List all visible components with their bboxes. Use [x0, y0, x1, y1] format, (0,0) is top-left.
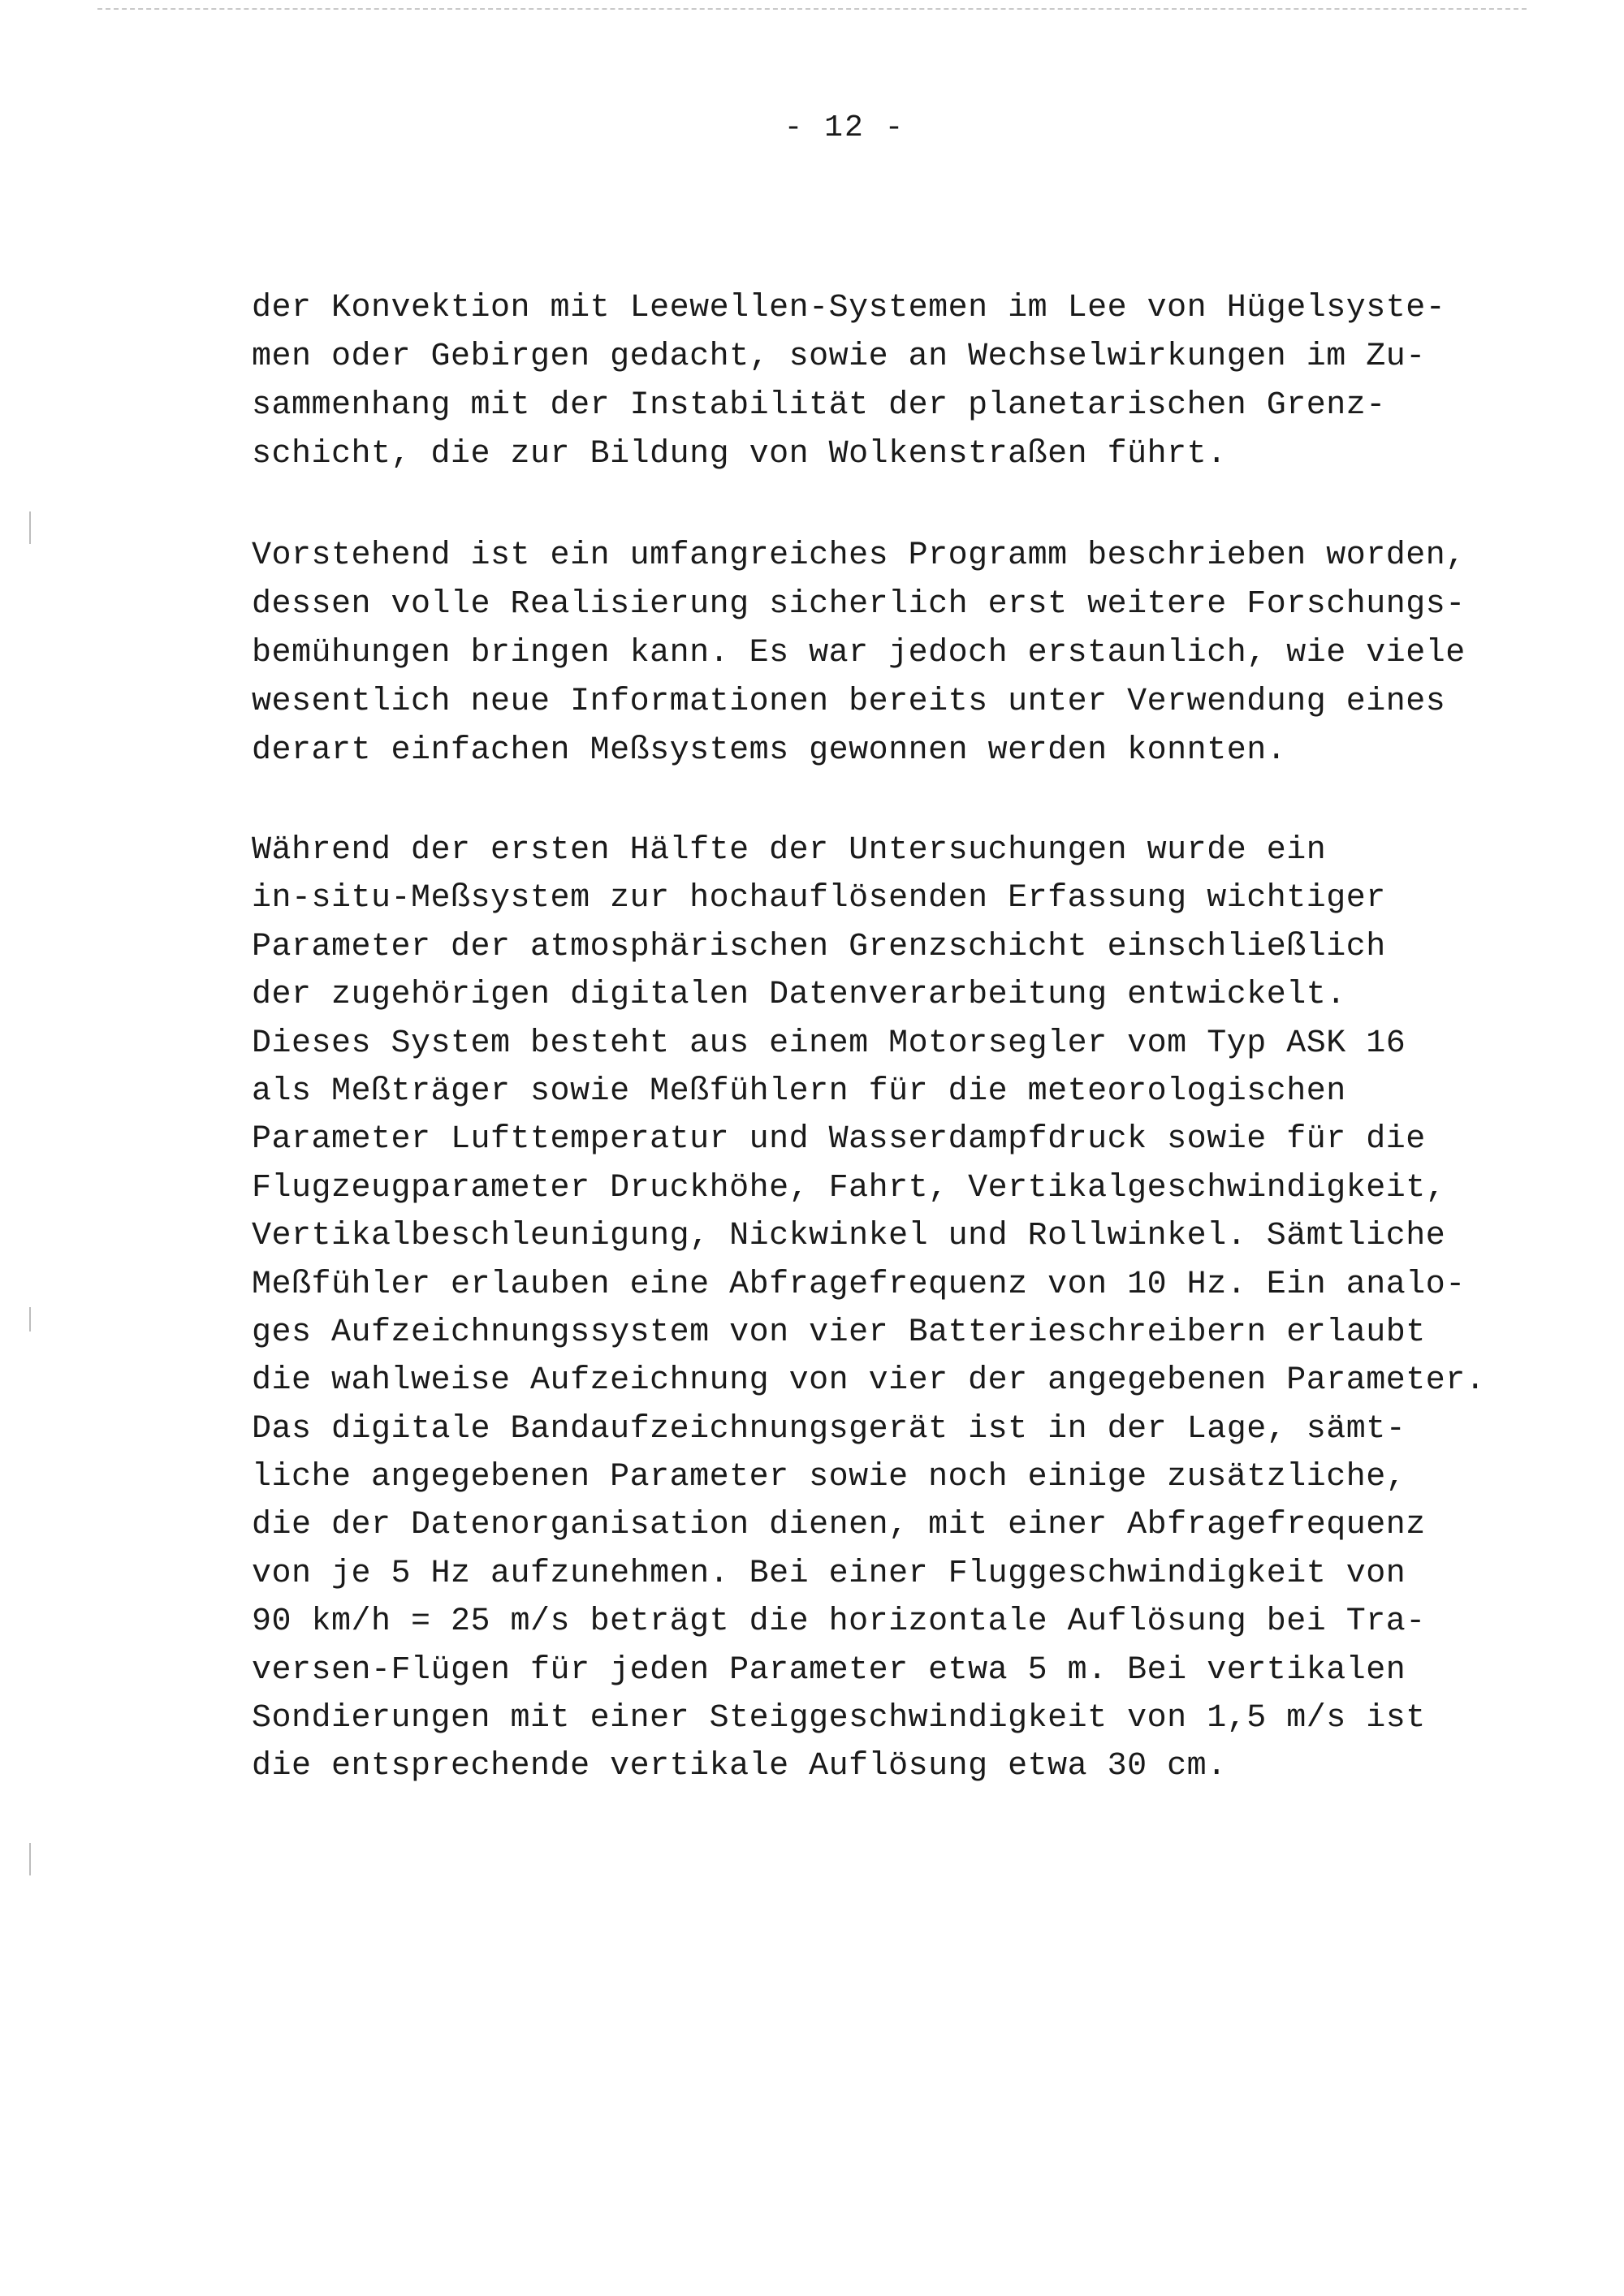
text-line: ges Aufzeichnungssystem von vier Batterieschreibern erlaubt: [252, 1314, 1426, 1351]
page-number: - 12 -: [784, 110, 905, 145]
text-line: dessen volle Realisierung sicherlich erst weitere Forschungs-: [252, 586, 1466, 623]
text-line: Das digitale Bandaufzeichnungsgerät ist in der Lage, sämt-: [252, 1410, 1406, 1448]
scan-margin-mark: [29, 1843, 31, 1875]
text-line: die entsprechende vertikale Auflösung etwa 30 cm.: [252, 1748, 1227, 1785]
text-line: wesentlich neue Informationen bereits unter Verwendung eines: [252, 684, 1446, 720]
text-line: Parameter Lufttemperatur und Wasserdampfdruck sowie für die: [252, 1121, 1426, 1159]
text-line: von je 5 Hz aufzunehmen. Bei einer Fluggeschwindigkeit von: [252, 1555, 1406, 1592]
text-line: Meßfühler erlauben eine Abfragefrequenz von 10 Hz. Ein analo-: [252, 1266, 1466, 1303]
text-line: Vorstehend ist ein umfangreiches Programm beschrieben worden,: [252, 537, 1466, 574]
text-line: Dieses System besteht aus einem Motorsegler vom Typ ASK 16: [252, 1025, 1406, 1062]
text-line: die der Datenorganisation dienen, mit einer Abfragefrequenz: [252, 1507, 1426, 1544]
text-line: liche angegebenen Parameter sowie noch einige zusätzliche,: [252, 1459, 1406, 1496]
text-line: Vertikalbeschleunigung, Nickwinkel und Rollwinkel. Sämtliche: [252, 1218, 1446, 1255]
paragraph-2: [252, 532, 1502, 775]
text-line: Flugzeugparameter Druckhöhe, Fahrt, Vertikalgeschwindigkeit,: [252, 1169, 1446, 1206]
text-line: in-situ-Meßsystem zur hochauflösenden Erfassung wichtiger: [252, 880, 1386, 917]
paragraph-1: [252, 284, 1502, 479]
text-line: Parameter der atmosphärischen Grenzschicht einschließlich: [252, 928, 1386, 965]
text-line: schicht, die zur Bildung von Wolkenstraßen führt.: [252, 436, 1227, 473]
text-line: Sondierungen mit einer Steiggeschwindigkeit von 1,5 m/s ist: [252, 1700, 1426, 1737]
text-line: men oder Gebirgen gedacht, sowie an Wechselwirkungen im Zu-: [252, 339, 1426, 375]
scan-top-edge: [97, 8, 1527, 10]
text-line: 90 km/h = 25 m/s beträgt die horizontale Auflösung bei Tra-: [252, 1603, 1426, 1641]
scan-margin-mark: [29, 511, 31, 544]
text-line: versen-Flügen für jeden Parameter etwa 5 m. Bei vertikalen: [252, 1651, 1406, 1689]
text-line: sammenhang mit der Instabilität der planetarischen Grenz-: [252, 387, 1386, 424]
text-line: derart einfachen Meßsystems gewonnen werden konnten.: [252, 732, 1287, 769]
text-line: der zugehörigen digitalen Datenverarbeitung entwickelt.: [252, 977, 1346, 1014]
text-line: Während der ersten Hälfte der Untersuchungen wurde ein: [252, 832, 1327, 869]
text-line: als Meßträger sowie Meßfühlern für die meteorologischen: [252, 1072, 1346, 1110]
paragraph-3: [252, 826, 1502, 1791]
text-line: der Konvektion mit Leewellen-Systemen im Lee von Hügelsyste-: [252, 290, 1446, 326]
text-line: bemühungen bringen kann. Es war jedoch erstaunlich, wie viele: [252, 635, 1466, 671]
scan-margin-mark: [29, 1307, 31, 1331]
text-line: die wahlweise Aufzeichnung von vier der angegebenen Parameter.: [252, 1362, 1486, 1400]
